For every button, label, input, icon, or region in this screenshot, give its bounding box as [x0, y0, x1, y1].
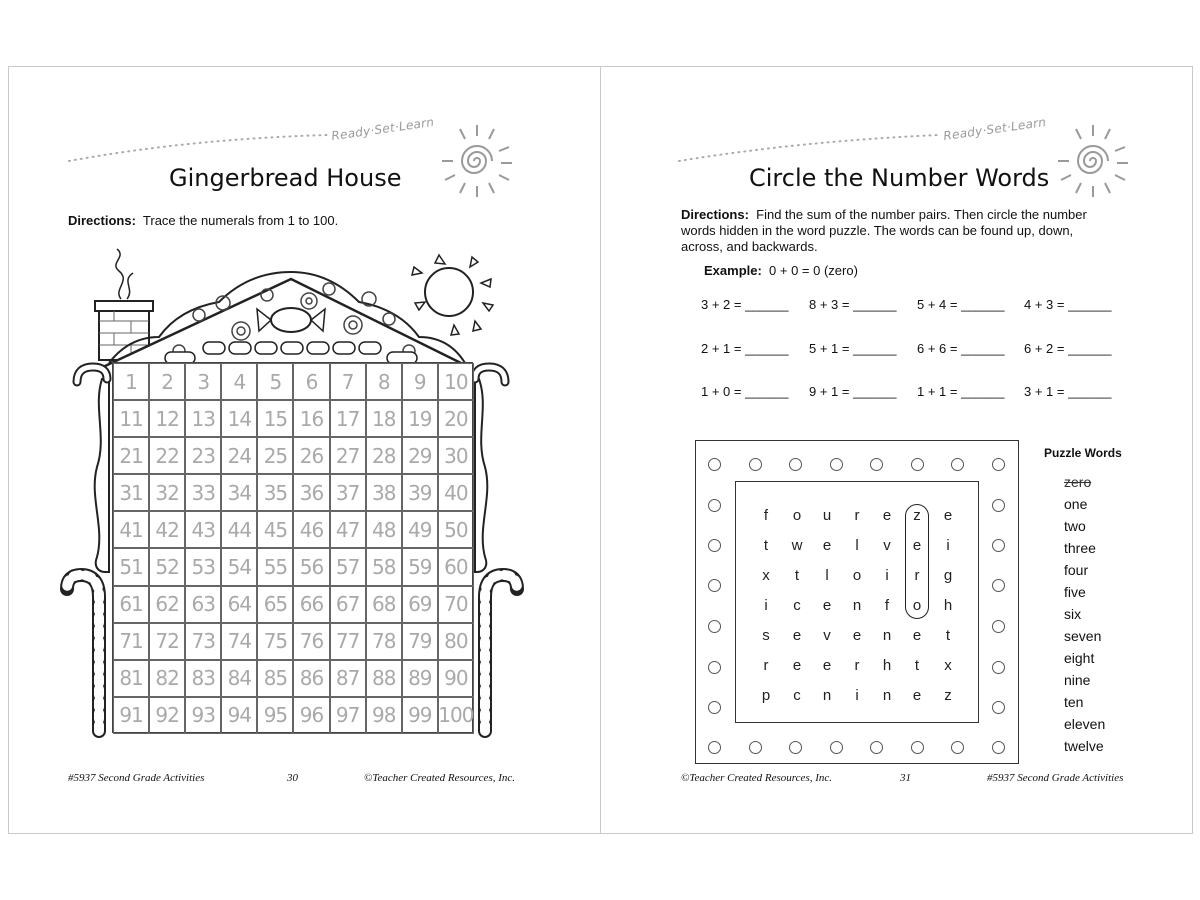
left-page	[8, 66, 601, 834]
directions-label: Directions:	[68, 213, 136, 228]
trace-number-cell: 79	[402, 623, 438, 660]
puzzle-letter[interactable]: x	[762, 567, 770, 584]
trace-number-cell: 75	[257, 623, 293, 660]
trace-number-cell: 32	[149, 474, 185, 511]
trace-number-cell: 65	[257, 586, 293, 623]
puzzle-letter[interactable]: z	[944, 687, 952, 704]
circled-word-zero	[905, 504, 929, 619]
directions-text: Trace the numerals from 1 to 100.	[142, 213, 339, 228]
trace-number-cell: 58	[366, 548, 402, 585]
frame-dot	[708, 458, 721, 471]
trace-number-cell: 51	[113, 548, 149, 585]
puzzle-letter[interactable]: e	[912, 537, 922, 554]
addition-problem: 8 + 3 = ______	[809, 297, 897, 312]
trace-number-cell: 11	[113, 400, 149, 437]
addition-problem: 3 + 2 = ______	[701, 297, 789, 312]
sun-spiral-icon	[1058, 125, 1128, 197]
trace-number-cell: 85	[257, 660, 293, 697]
puzzle-letter[interactable]: w	[791, 537, 803, 554]
trace-number-cell: 97	[330, 697, 366, 734]
trace-number-cell: 54	[221, 548, 257, 585]
trace-number-cell: 71	[113, 623, 149, 660]
puzzle-letter[interactable]: h	[882, 657, 892, 674]
trace-number-cell: 56	[293, 548, 329, 585]
frame-dot	[992, 620, 1005, 633]
right-page	[600, 66, 1193, 834]
trace-number-cell: 14	[221, 400, 257, 437]
puzzle-letter[interactable]: r	[763, 657, 769, 674]
trace-number-cell: 99	[402, 697, 438, 734]
trace-number-cell: 50	[438, 511, 474, 548]
trace-number-cell: 26	[293, 437, 329, 474]
puzzle-word-eleven: eleven	[1064, 716, 1106, 732]
trace-number-cell: 36	[293, 474, 329, 511]
trace-number-cell: 24	[221, 437, 257, 474]
footer-page-number: 30	[287, 772, 298, 784]
addition-problem: 4 + 3 = ______	[1024, 297, 1112, 312]
trace-number-cell: 61	[113, 586, 149, 623]
puzzle-letter[interactable]: o	[912, 597, 922, 614]
trace-number-cell: 76	[293, 623, 329, 660]
number-tracing-grid	[112, 362, 473, 733]
trace-number-cell: 5	[257, 363, 293, 400]
trace-number-cell: 15	[257, 400, 293, 437]
trace-number-cell: 1	[113, 363, 149, 400]
frame-dot	[992, 539, 1005, 552]
puzzle-letter[interactable]: g	[943, 567, 953, 584]
puzzle-letter[interactable]: r	[854, 657, 860, 674]
puzzle-letter[interactable]: o	[852, 567, 862, 584]
trace-number-cell: 53	[185, 548, 221, 585]
trace-number-cell: 98	[366, 697, 402, 734]
puzzle-letter[interactable]: r	[854, 507, 860, 524]
trace-number-cell: 57	[330, 548, 366, 585]
trace-number-cell: 82	[149, 660, 185, 697]
trace-number-cell: 67	[330, 586, 366, 623]
trace-number-cell: 59	[402, 548, 438, 585]
trace-number-cell: 88	[366, 660, 402, 697]
trace-number-cell: 52	[149, 548, 185, 585]
trace-number-cell: 2	[149, 363, 185, 400]
puzzle-word-nine: nine	[1064, 672, 1091, 688]
trace-number-cell: 27	[330, 437, 366, 474]
frame-dot	[708, 741, 721, 754]
trace-number-cell: 45	[257, 511, 293, 548]
trace-number-cell: 9	[402, 363, 438, 400]
puzzle-word-six: six	[1064, 606, 1082, 622]
puzzle-words-title: Puzzle Words	[1044, 446, 1122, 460]
trace-number-cell: 29	[402, 437, 438, 474]
puzzle-letter[interactable]: e	[822, 657, 832, 674]
puzzle-word-one: one	[1064, 496, 1088, 512]
frame-dot	[789, 741, 802, 754]
puzzle-letter[interactable]: l	[825, 567, 829, 584]
trace-number-cell: 28	[366, 437, 402, 474]
page-title: Gingerbread House	[169, 164, 402, 192]
trace-number-cell: 63	[185, 586, 221, 623]
puzzle-letter[interactable]: v	[823, 627, 831, 644]
trace-number-cell: 42	[149, 511, 185, 548]
trace-number-cell: 90	[438, 660, 474, 697]
trace-number-cell: 86	[293, 660, 329, 697]
puzzle-letter[interactable]: t	[914, 657, 920, 674]
trace-number-cell: 23	[185, 437, 221, 474]
footer-page-number: 31	[900, 772, 911, 784]
trace-number-cell: 94	[221, 697, 257, 734]
addition-problem: 5 + 1 = ______	[809, 341, 897, 356]
trace-number-cell: 80	[438, 623, 474, 660]
trace-number-cell: 19	[402, 400, 438, 437]
trace-number-cell: 4	[221, 363, 257, 400]
trace-number-cell: 60	[438, 548, 474, 585]
trace-number-cell: 34	[221, 474, 257, 511]
trace-number-cell: 7	[330, 363, 366, 400]
trace-number-cell: 17	[330, 400, 366, 437]
frame-dot	[708, 579, 721, 592]
frame-dot	[951, 741, 964, 754]
addition-problem: 6 + 6 = ______	[917, 341, 1005, 356]
puzzle-letter[interactable]: i	[855, 687, 859, 704]
frame-dot	[708, 539, 721, 552]
trace-number-cell: 12	[149, 400, 185, 437]
frame-dot	[830, 458, 843, 471]
trace-number-cell: 20	[438, 400, 474, 437]
trace-number-cell: 43	[185, 511, 221, 548]
frame-dot	[789, 458, 802, 471]
puzzle-letter[interactable]: e	[792, 657, 802, 674]
trace-number-cell: 95	[257, 697, 293, 734]
puzzle-word-seven: seven	[1064, 628, 1102, 644]
directions-line-2: words hidden in the word puzzle. The words can be found up, down,	[681, 223, 1074, 238]
directions-line-3: across, and backwards.	[681, 239, 818, 254]
puzzle-letter[interactable]: v	[883, 537, 891, 554]
trace-number-cell: 18	[366, 400, 402, 437]
trace-number-cell: 46	[293, 511, 329, 548]
puzzle-letter[interactable]: f	[763, 507, 769, 524]
example-label: Example:	[704, 263, 762, 278]
trace-number-cell: 37	[330, 474, 366, 511]
trace-number-cell: 48	[366, 511, 402, 548]
puzzle-letter[interactable]: o	[792, 507, 802, 524]
puzzle-letter[interactable]: e	[912, 627, 922, 644]
trace-number-cell: 41	[113, 511, 149, 548]
trace-number-cell: 83	[185, 660, 221, 697]
addition-problem: 9 + 1 = ______	[809, 384, 897, 399]
puzzle-letter[interactable]: h	[943, 597, 953, 614]
frame-dot	[992, 579, 1005, 592]
puzzle-letter[interactable]: i	[764, 597, 768, 614]
frame-dot	[992, 499, 1005, 512]
puzzle-letter[interactable]: i	[885, 567, 889, 584]
addition-problem: 6 + 2 = ______	[1024, 341, 1112, 356]
trace-number-cell: 25	[257, 437, 293, 474]
frame-dot	[749, 458, 762, 471]
puzzle-letter[interactable]: e	[792, 627, 802, 644]
directions	[681, 207, 1087, 255]
puzzle-letter[interactable]: c	[793, 597, 801, 614]
frame-dot	[708, 661, 721, 674]
frame-dot	[992, 661, 1005, 674]
trace-number-cell: 62	[149, 586, 185, 623]
trace-number-cell: 92	[149, 697, 185, 734]
page-title: Circle the Number Words	[749, 164, 1050, 192]
footer-left: ©Teacher Created Resources, Inc.	[681, 772, 833, 784]
trace-number-cell: 55	[257, 548, 293, 585]
trace-number-cell: 74	[221, 623, 257, 660]
trace-number-cell: 91	[113, 697, 149, 734]
trace-number-cell: 81	[113, 660, 149, 697]
addition-problem: 1 + 1 = ______	[917, 384, 1005, 399]
trace-number-cell: 49	[402, 511, 438, 548]
puzzle-letter[interactable]: f	[884, 597, 890, 614]
trace-number-cell: 93	[185, 697, 221, 734]
trace-number-cell: 77	[330, 623, 366, 660]
puzzle-word-eight: eight	[1064, 650, 1095, 666]
addition-problem: 3 + 1 = ______	[1024, 384, 1112, 399]
frame-dot	[951, 458, 964, 471]
trace-number-cell: 66	[293, 586, 329, 623]
puzzle-word-two: two	[1064, 518, 1086, 534]
puzzle-letter[interactable]: e	[882, 507, 892, 524]
directions-label: Directions:	[681, 207, 749, 222]
example-text: 0 + 0 = 0 (zero)	[769, 263, 858, 278]
trace-number-cell: 6	[293, 363, 329, 400]
puzzle-letter[interactable]: e	[822, 537, 832, 554]
puzzle-letter[interactable]: x	[944, 657, 952, 674]
trace-number-cell: 13	[185, 400, 221, 437]
puzzle-letter[interactable]: p	[761, 687, 771, 704]
puzzle-word-three: three	[1064, 540, 1096, 556]
trace-number-cell: 10	[438, 363, 474, 400]
footer-right: ©Teacher Created Resources, Inc.	[364, 772, 516, 784]
footer-right: #5937 Second Grade Activities	[987, 772, 1124, 784]
footer-left: #5937 Second Grade Activities	[68, 772, 205, 784]
trace-number-cell: 3	[185, 363, 221, 400]
puzzle-word-four: four	[1064, 562, 1089, 578]
brand-logo-text: Ready·Set·Learn	[942, 114, 1048, 144]
trace-number-cell: 44	[221, 511, 257, 548]
directions-line-1: Find the sum of the number pairs. Then circle the number	[756, 207, 1087, 222]
puzzle-letter[interactable]: r	[914, 567, 920, 584]
frame-dot	[911, 458, 924, 471]
frame-dot	[708, 701, 721, 714]
puzzle-letter[interactable]: s	[762, 627, 770, 644]
trace-number-cell: 40	[438, 474, 474, 511]
frame-dot	[830, 741, 843, 754]
puzzle-letter[interactable]: c	[793, 687, 801, 704]
puzzle-letter[interactable]: t	[945, 627, 951, 644]
trace-number-cell: 31	[113, 474, 149, 511]
puzzle-letter[interactable]: t	[763, 537, 769, 554]
puzzle-letter[interactable]: t	[794, 567, 800, 584]
trace-number-cell: 30	[438, 437, 474, 474]
puzzle-letter[interactable]: u	[822, 507, 832, 524]
example	[704, 263, 858, 278]
trace-number-cell: 64	[221, 586, 257, 623]
puzzle-word-ten: ten	[1064, 694, 1084, 710]
trace-number-cell: 8	[366, 363, 402, 400]
trace-number-cell: 47	[330, 511, 366, 548]
trace-number-cell: 39	[402, 474, 438, 511]
puzzle-letter[interactable]: n	[882, 627, 892, 644]
puzzle-letter[interactable]: n	[852, 597, 862, 614]
trace-number-cell: 78	[366, 623, 402, 660]
puzzle-word-twelve: twelve	[1064, 738, 1104, 754]
trace-number-cell: 70	[438, 586, 474, 623]
trace-number-cell: 87	[330, 660, 366, 697]
puzzle-letter[interactable]: z	[913, 507, 921, 524]
addition-problem: 5 + 4 = ______	[917, 297, 1005, 312]
frame-dot	[992, 741, 1005, 754]
puzzle-letter[interactable]: l	[855, 537, 859, 554]
trace-number-cell: 73	[185, 623, 221, 660]
frame-dot	[992, 458, 1005, 471]
trace-number-cell: 68	[366, 586, 402, 623]
trace-number-cell: 33	[185, 474, 221, 511]
trace-number-cell: 96	[293, 697, 329, 734]
trace-number-cell: 89	[402, 660, 438, 697]
trace-number-cell: 72	[149, 623, 185, 660]
trace-number-cell: 69	[402, 586, 438, 623]
puzzle-letter[interactable]: e	[852, 627, 862, 644]
frame-dot	[749, 741, 762, 754]
addition-problem: 1 + 0 = ______	[701, 384, 789, 399]
frame-dot	[708, 620, 721, 633]
frame-dot	[992, 701, 1005, 714]
puzzle-letter[interactable]: i	[946, 537, 950, 554]
puzzle-letter[interactable]: n	[822, 687, 832, 704]
trace-number-cell: 21	[113, 437, 149, 474]
trace-number-cell: 22	[149, 437, 185, 474]
frame-dot	[708, 499, 721, 512]
trace-number-cell: 35	[257, 474, 293, 511]
frame-dot	[870, 458, 883, 471]
brand-logo-text: Ready·Set·Learn	[330, 114, 436, 144]
puzzle-letter[interactable]: e	[943, 507, 953, 524]
puzzle-word-five: five	[1064, 584, 1086, 600]
trace-number-cell: 84	[221, 660, 257, 697]
trace-number-cell: 16	[293, 400, 329, 437]
puzzle-letter[interactable]: e	[822, 597, 832, 614]
puzzle-letter[interactable]: n	[882, 687, 892, 704]
trace-number-cell: 100	[438, 697, 474, 734]
addition-problem: 2 + 1 = ______	[701, 341, 789, 356]
frame-dot	[911, 741, 924, 754]
puzzle-letter[interactable]: e	[912, 687, 922, 704]
puzzle-word-zero: zero	[1064, 474, 1092, 490]
frame-dot	[870, 741, 883, 754]
trace-number-cell: 38	[366, 474, 402, 511]
